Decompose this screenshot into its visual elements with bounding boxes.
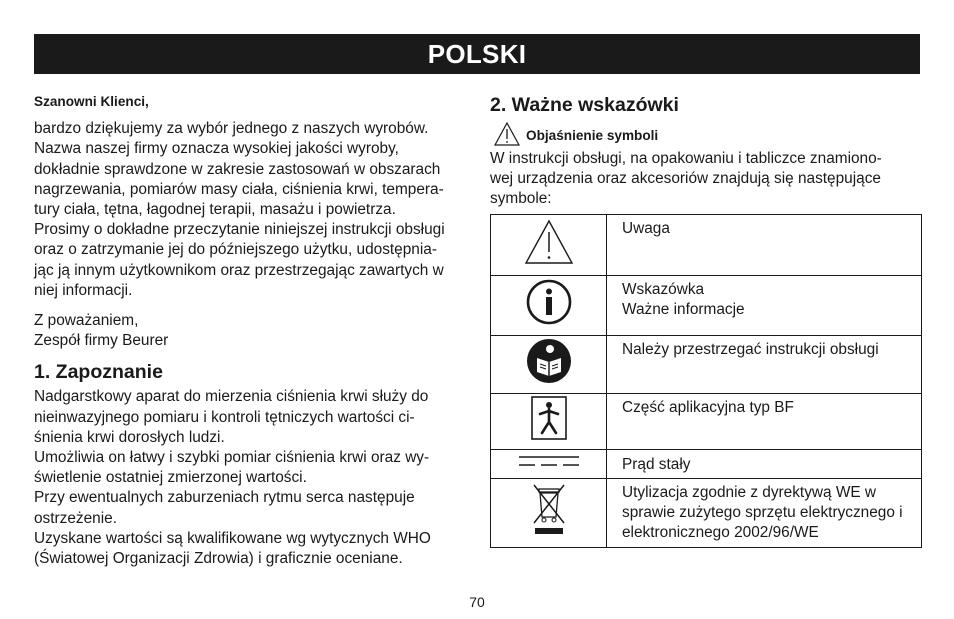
intro-line: Nazwa naszej firmy oznacza wysokiej jakości wyroby, — [34, 140, 399, 158]
symbol-description-line: Należy przestrzegać instrukcji obsługi — [622, 340, 879, 358]
intro-line: Prosimy o dokładne przeczytanie niniejszej instrukcji obsługi — [34, 221, 445, 239]
symbol-cell — [491, 449, 607, 478]
symbol-description — [607, 393, 922, 449]
intro-line: jąc ją innym użytkownikom oraz przestrzegając zawartych w — [34, 261, 444, 279]
table-row — [491, 275, 922, 335]
intro-line: tury ciała, tętna, łagodnej terapii, masażu i powietrza. — [34, 201, 396, 219]
symbol-description-line: Wskazówka — [622, 280, 705, 298]
warning-triangle-icon — [524, 219, 574, 265]
intro-line: nagrzewania, pomiarów masy ciała, ciśnienia krwi, tempera- — [34, 180, 444, 198]
symbol-description-line: Ważne informacje — [622, 300, 745, 318]
section-1-line: nieinwazyjnego pomiaru i kontroli tętniczych wartości ci- — [34, 408, 415, 426]
symbol-description — [607, 478, 922, 547]
table-row — [491, 478, 922, 547]
symbols-heading-label: Objaśnienie symboli — [526, 128, 659, 143]
symbol-cell — [491, 335, 607, 393]
info-icon — [526, 279, 572, 325]
table-row — [491, 449, 922, 478]
symbol-description-line: Prąd stały — [622, 455, 691, 473]
symbols-intro-line: W instrukcji obsługi, na opakowaniu i tabliczce znamiono- — [490, 150, 882, 167]
signature-line: Zespół firmy Beurer — [34, 332, 169, 350]
symbol-cell — [491, 214, 607, 275]
intro-line: bardzo dziękujemy za wybór jednego z naszych wyrobów. — [34, 120, 429, 138]
intro-paragraph — [34, 119, 466, 301]
symbol-cell — [491, 478, 607, 547]
symbols-intro-line: wej urządzenia oraz akcesoriów znajdują się następujące — [490, 170, 881, 188]
symbols-heading — [490, 120, 922, 146]
section-1-title: 1. Zapoznanie — [34, 361, 163, 384]
closing-paragraph — [34, 311, 466, 351]
symbols-intro — [490, 149, 922, 210]
section-1-line: (Światowej Organizacji Zdrowia) i graficznie oceniane. — [34, 550, 403, 568]
table-row — [491, 393, 922, 449]
section-1-line: Umożliwia on łatwy i szybki pomiar ciśnienia krwi oraz wy- — [34, 449, 430, 467]
page-number: 70 — [469, 594, 485, 610]
right-column — [490, 92, 922, 548]
symbol-description — [607, 214, 922, 275]
type-bf-applied-part-icon — [531, 396, 567, 440]
section-2-title: 2. Ważne wskazówki — [490, 94, 679, 116]
symbol-description — [607, 275, 922, 335]
symbol-description-line: Uwaga — [622, 219, 670, 237]
table-row — [491, 335, 922, 393]
closing-line: Z poważaniem, — [34, 312, 139, 330]
warning-triangle-icon — [494, 122, 520, 146]
section-1-line: Przy ewentualnych zaburzeniach rytmu serca następuje — [34, 489, 415, 507]
language-banner: POLSKI — [34, 34, 920, 74]
greeting: Szanowni Klienci, — [34, 94, 149, 109]
section-1-body — [34, 387, 466, 569]
symbol-description-line: Utylizacja zgodnie z dyrektywą WE w — [622, 483, 877, 501]
intro-line: dokładnie sprawdzone w zakresie zastosowań w obszarach — [34, 160, 441, 178]
symbol-description — [607, 335, 922, 393]
section-1-line: Uzyskane wartości są kwalifikowane wg wytycznych WHO — [34, 529, 431, 547]
intro-line: oraz o zatrzymanie jej do późniejszego użytku, udostępnia- — [34, 241, 437, 259]
read-manual-icon — [526, 338, 572, 384]
direct-current-icon — [518, 454, 580, 468]
symbol-description-line: Część aplikacyjna typ BF — [622, 398, 794, 416]
symbol-cell — [491, 275, 607, 335]
symbols-table — [490, 214, 922, 548]
symbol-description-line: elektronicznego 2002/96/WE — [622, 523, 819, 541]
section-1-line: świetlenie ostatniej zmierzonej wartości. — [34, 469, 307, 487]
left-column — [34, 92, 466, 569]
weee-crossed-bin-icon — [532, 483, 566, 537]
section-1-line: ostrzeżenie. — [34, 509, 117, 527]
symbol-cell — [491, 393, 607, 449]
table-row — [491, 214, 922, 275]
section-1-line: śnienia krwi dorosłych ludzi. — [34, 428, 225, 446]
section-1-line: Nadgarstkowy aparat do mierzenia ciśnienia krwi służy do — [34, 388, 429, 406]
symbol-description — [607, 449, 922, 478]
symbol-description-line: sprawie zużytego sprzętu elektrycznego i — [622, 503, 903, 521]
intro-line: niej informacji. — [34, 281, 133, 299]
symbols-intro-line: symbole: — [490, 190, 552, 208]
